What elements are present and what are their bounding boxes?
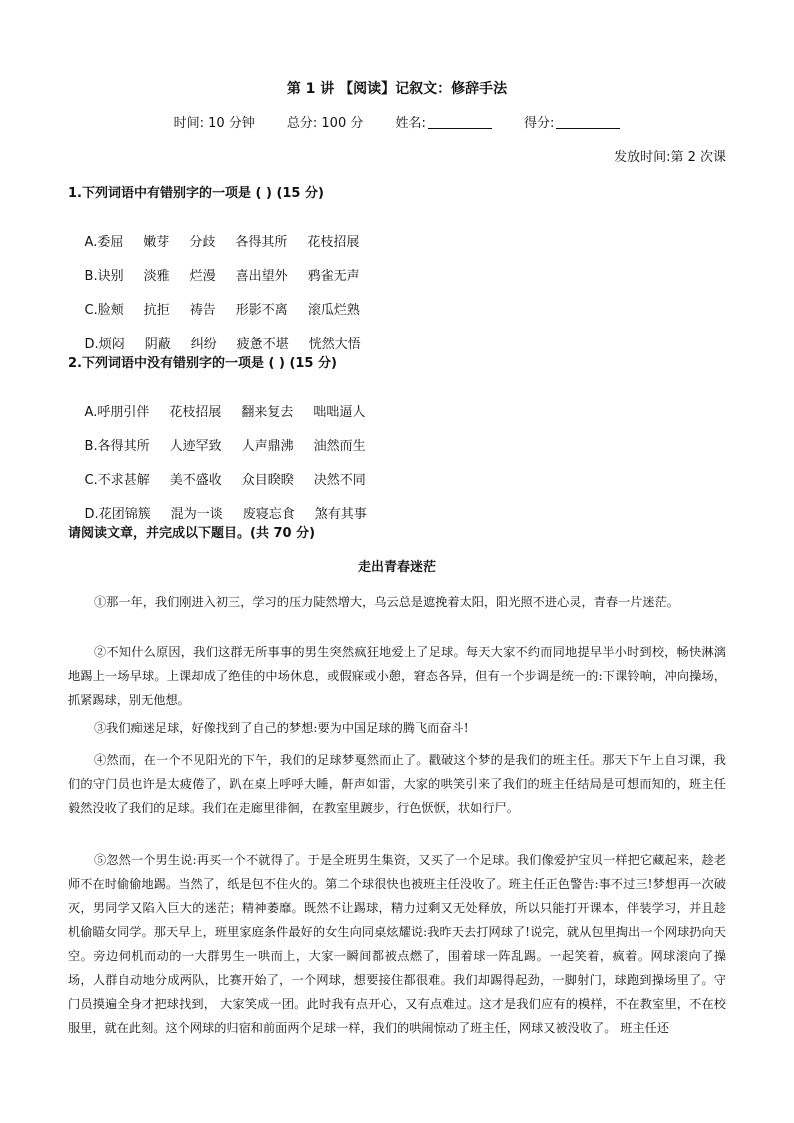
word: 美不盛收 [169,473,222,488]
option-label: C. [84,303,98,318]
option-label: D. [84,507,99,522]
word: 烦闷 [98,337,125,352]
page-title: 第 1 讲 【阅读】记叙文：修辞手法 [286,81,508,97]
name-blank[interactable] [428,116,492,129]
word: 抗拒 [143,303,170,318]
article-paragraph-2: ②不知什么原因，我们这群无所事事的男生突然疯狂地爱上了足球。每天大家不约而同地提早半小时到校，畅快淋漓地踢上一场早球。上课却成了绝佳的中场休息，或假寐或小憩，窘态各异，但有一个步调是统一的:下课铃响，冲向操场，抓紧踢球，别无他想。 [68,645,726,707]
word: 混为一谈 [170,507,223,522]
article-title: 走出青春迷茫 [357,560,436,575]
word: 分歧 [189,235,216,250]
option-label: C. [84,473,98,488]
article-paragraph-3: ③我们痴迷足球，好像找到了自己的梦想:要为中国足球的腾飞而奋斗! [94,721,469,735]
word: 鸦雀无声 [307,269,360,284]
question-2-stem: 2.下列词语中没有错别字的一项是 ( ) (15 分) [68,356,337,371]
word: 烂漫 [189,269,216,284]
option-label: B. [84,269,98,284]
word: 脸颊 [97,303,124,318]
word: 决然不同 [313,473,366,488]
exam-info [0,112,794,131]
word: 各得其所 [97,439,150,454]
word: 恍然大悟 [308,337,361,352]
word: 花枝招展 [307,235,360,250]
word: 形影不离 [235,303,288,318]
article-paragraph-1: ①那一年，我们刚进入初三，学习的压力陡然增大，乌云总是遮挽着太阳，阳光照不进心灵，青春一片迷茫。 [94,595,679,609]
word: 咄咄逼人 [313,405,366,420]
word: 喜出望外 [235,269,288,284]
word: 花团锦簇 [98,507,151,522]
word: 祷告 [189,303,216,318]
word: 嫩芽 [143,235,170,250]
word: 淡雅 [143,269,170,284]
word: 呼朋引伴 [97,405,150,420]
score-blank[interactable] [556,116,620,129]
time-limit: 时间: 10 分钟 [173,116,255,131]
word: 不求甚解 [97,473,150,488]
option-label: D. [84,337,99,352]
score-label: 得分: [524,116,555,131]
word: 众目睽睽 [241,473,294,488]
word: 花枝招展 [169,405,222,420]
total-score: 总分: 100 分 [286,116,364,131]
word: 废寝忘食 [242,507,295,522]
name-field[interactable] [396,116,492,131]
word: 委屈 [97,235,124,250]
word: 人迹罕致 [169,439,222,454]
word: 翻来复去 [241,405,294,420]
release-time: 发放时间:第 2 次课 [614,150,726,165]
word: 阴蔽 [144,337,171,352]
option-label: A. [84,235,98,250]
score-field[interactable] [524,116,620,131]
word: 各得其所 [235,235,288,250]
word: 诀别 [97,269,124,284]
name-label: 姓名: [395,116,426,131]
word: 疲惫不堪 [236,337,289,352]
option-label: B. [84,439,98,454]
reading-instruction: 请阅读文章，并完成以下题目。(共 70 分) [68,526,316,541]
question-1-stem: 1.下列词语中有错别字的一项是 ( ) (15 分) [68,186,324,201]
option-label: A. [84,405,98,420]
word: 纠纷 [190,337,217,352]
article-paragraph-5: ⑤忽然一个男生说:再买一个不就得了。于是全班男生集资，又买了一个足球。我们像爱护宝贝一样把它藏起来，趁老师不在时偷偷地踢。当然了，纸是包不住火的。第二个球很快也被班主任没收了。班主任正色警告:事不过三!梦想再一次破灭，男同学又陷入巨大的迷茫；精神萎靡。既然不让踢球，精力过剩又无处释放，所以只能打开课本，伴装学习，并且趁机偷瞄女同学。那天早上，班里家庭条件最好的女生向同桌炫耀说:我昨天去打网球了!说完，就从包里掏出一个网球扔向天空。旁边伺机而动的一大群男生一哄而上，大家一瞬间都被点燃了，围着球一阵乱踢。一起笑着，疯着。网球滚向了操场，人群自动地分成两队，比赛开始了，一个网球，想要接住都很难。我们却踢得起劲，一脚射门，球跑到操场里了。守门员摸遍全身才把球找到， 大家笑成一团。此时我有点开心，又有点难过。这才是我们应有的模样，不在教室里，不在校服里，就在此刻。这个网球的归宿和前面两个足球一样，我们的哄闹惊动了班主任，网球又被没收了。 班主任还 [68,853,726,1035]
article-paragraph-4: ④然而，在一个不见阳光的下午，我们的足球梦戛然而止了。戳破这个梦的是我们的班主任。那天下午上自习课，我们的守门员也许是太疲倦了，趴在桌上呼呼大睡，鼾声如雷，大家的哄笑引来了我们的班主任结局是可想而知的，班主任毅然没收了我们的足球。我们在走廊里徘徊，在教室里踱步，行色恹恹，状如行尸。 [68,753,726,815]
word: 油然而生 [313,439,366,454]
word: 煞有其事 [314,507,367,522]
word: 滚瓜烂熟 [307,303,360,318]
word: 人声鼎沸 [241,439,294,454]
